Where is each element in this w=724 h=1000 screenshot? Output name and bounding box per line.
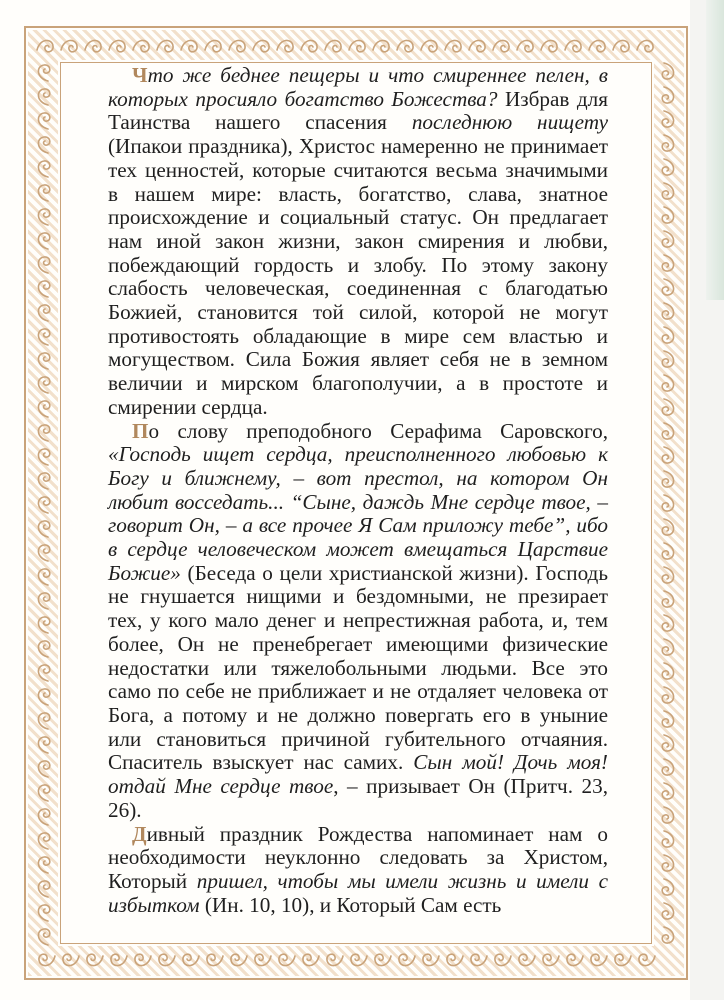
italic-text: Сын мой! Дочь моя! отдай Мне сердце твое	[108, 750, 608, 799]
text-run: о слову преподобного Серафима Саровского,	[148, 418, 608, 443]
italic-text: пришел, чтобы мы имели жизнь и имели с избытком	[108, 868, 609, 917]
italic-text: «Господь ищет сердца, преисполненного любовью к Богу и ближнему, – вот престол, на котором Он любит восседать... “Сыне, даждь Мне сердце твое, – говорит Он, – а все прочее Я Сам приложу тебе”, ибо в сердце человеческом может вмещаться Царствие Божие»	[108, 442, 608, 585]
italic-text: то же беднее пещеры и что смиреннее пелен, в которых просияло богатство Божества?	[108, 63, 608, 111]
text-run: (Ипакои праздника), Христос намеренно не принимает тех ценностей, которые считаются весьма значимыми в нашем мире: власть, богатство, слава, знатное происхождение и социальный статус. Он предлагает нам иной закон жизни, закон смирения и любви, побеждающий гордость и злобу. По этому закону слабость человеческая, соединенная с благодатью Божией, становится той силой, которой не могут противостоять обладающие в мире сем властью и могуществом. Сила Божия являет себя не в земном величии и мирском благополучии, а в простоте и смирении сердца.	[108, 134, 608, 419]
drop-cap: Ч	[132, 63, 148, 87]
text-run: , – призывает Он (Притч. 23, 26).	[108, 774, 609, 822]
text-run: Избрав для Таинства нашего спасения	[108, 86, 608, 135]
drop-cap: П	[132, 418, 149, 443]
italic-text: последнюю нищету	[411, 110, 608, 135]
text-run: (Ин. 10, 10), и Который Сам есть	[199, 892, 502, 917]
paragraph-text	[108, 63, 608, 419]
paragraph	[108, 64, 608, 420]
article-body	[108, 64, 608, 917]
text-run: ивный праздник Рождества напоминает нам о необходимости неуклонно следовать за Христом, Который	[108, 821, 608, 893]
drop-cap: Д	[132, 821, 147, 846]
text-run: (Беседа о цели христианской жизни). Господь не гнушается нищими и бездомными, не презирает тех, у кого мало денег и непрестижная работа, и, тем более, Он не пренебрегает имеющими физические недостатки или тяжелобольными людьми. Все это само по себе не приближает и не отдаляет человека от Бога, а потому и не должно повергать его в уныние или становиться причиной губительного отчаяния. Спаситель взыскует нас самих.	[108, 560, 608, 775]
paragraph-text	[108, 419, 608, 822]
paragraph	[108, 420, 608, 823]
paragraph-text	[108, 822, 608, 917]
paragraph	[108, 823, 608, 918]
